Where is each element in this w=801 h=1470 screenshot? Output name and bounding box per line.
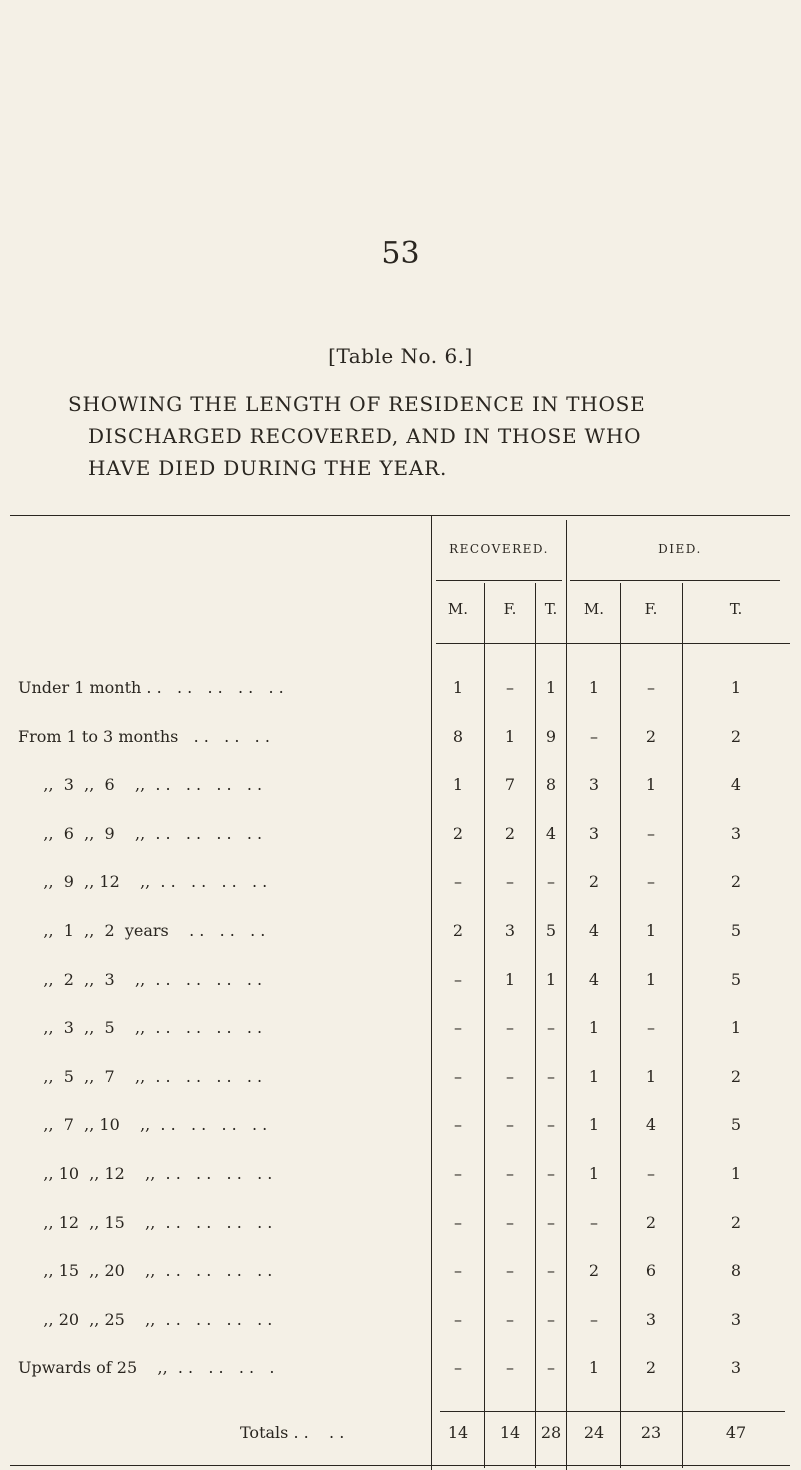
table-cell-died-f: 1 <box>645 1067 657 1086</box>
recovered-group-rule <box>436 580 562 581</box>
table-cell-recovered-f: 7 <box>504 775 516 794</box>
table-cell-died-t: 1 <box>730 1164 742 1183</box>
table-cell-died-f: – <box>647 1018 655 1037</box>
table-cell-died-m: 1 <box>588 678 600 697</box>
table-cell-died-t: 4 <box>730 775 742 794</box>
subheader-died-f: F. <box>644 600 658 618</box>
row-label: From 1 to 3 months . . . . . . <box>18 727 270 746</box>
table-cell-died-f: 4 <box>645 1115 657 1134</box>
row-label: ,, 10 ,, 12 ,, . . . . . . . . <box>18 1164 273 1183</box>
table-cell-recovered-f: – <box>506 872 514 891</box>
row-label: Under 1 month . . . . . . . . . . <box>18 678 284 697</box>
table-cell-recovered-t: 1 <box>545 678 557 697</box>
table-cell-died-f: 2 <box>645 1213 657 1232</box>
table-cell-recovered-f: – <box>506 1213 514 1232</box>
table-cell-died-f: 1 <box>645 970 657 989</box>
table-cell-recovered-f: – <box>506 1261 514 1280</box>
table-cell-died-m: 1 <box>588 1115 600 1134</box>
table-cell-died-t: 2 <box>730 727 742 746</box>
totals-cell-recovered-m: 14 <box>447 1423 469 1442</box>
table-cell-recovered-m: – <box>454 872 462 891</box>
table-cell-died-m: 2 <box>588 872 600 891</box>
table-cell-died-f: 1 <box>645 921 657 940</box>
table-bottom-rule <box>10 1465 790 1466</box>
table-cell-recovered-f: – <box>506 1018 514 1037</box>
table-cell-recovered-t: – <box>547 1018 555 1037</box>
subheader-died-t: T. <box>729 600 743 618</box>
table-cell-recovered-t: 1 <box>545 970 557 989</box>
table-cell-recovered-m: – <box>454 1164 462 1183</box>
table-cell-recovered-m: – <box>454 1067 462 1086</box>
row-label: ,, 15 ,, 20 ,, . . . . . . . . <box>18 1261 273 1280</box>
row-label: Upwards of 25 ,, . . . . . . . <box>18 1358 275 1377</box>
table-cell-died-t: 3 <box>730 1310 742 1329</box>
table-cell-died-f: 2 <box>645 1358 657 1377</box>
table-cell-recovered-f: 1 <box>504 727 516 746</box>
table-cell-recovered-t: – <box>547 1358 555 1377</box>
table-cell-died-m: – <box>590 1213 598 1232</box>
totals-cell-died-m: 24 <box>583 1423 605 1442</box>
table-cell-died-f: 6 <box>645 1261 657 1280</box>
table-cell-died-t: 3 <box>730 824 742 843</box>
subheader-recovered-t: T. <box>544 600 558 618</box>
subheader-rule <box>436 643 790 644</box>
totals-cell-recovered-f: 14 <box>499 1423 521 1442</box>
row-label: ,, 12 ,, 15 ,, . . . . . . . . <box>18 1213 273 1232</box>
subheader-recovered-f: F. <box>503 600 517 618</box>
row-label: ,, 1 ,, 2 years . . . . . . <box>18 921 266 940</box>
table-cell-recovered-m: – <box>454 1261 462 1280</box>
table-cell-died-f: 3 <box>645 1310 657 1329</box>
table-cell-died-f: – <box>647 824 655 843</box>
totals-top-rule <box>440 1411 785 1412</box>
died-group-rule <box>570 580 780 581</box>
table-cell-died-m: 4 <box>588 970 600 989</box>
table-cell-died-m: 1 <box>588 1164 600 1183</box>
table-cell-died-t: 2 <box>730 872 742 891</box>
table-caption: [Table No. 6.] <box>328 344 473 368</box>
table-cell-recovered-m: 1 <box>452 678 464 697</box>
row-label: ,, 3 ,, 6 ,, . . . . . . . . <box>18 775 263 794</box>
table-cell-died-t: 2 <box>730 1067 742 1086</box>
row-label: ,, 2 ,, 3 ,, . . . . . . . . <box>18 970 263 989</box>
totals-label: Totals . . . . <box>240 1423 345 1442</box>
table-cell-died-f: – <box>647 678 655 697</box>
table-cell-died-t: 3 <box>730 1358 742 1377</box>
table-cell-recovered-f: – <box>506 678 514 697</box>
totals-cell-recovered-t: 28 <box>540 1423 562 1442</box>
table-cell-died-m: 3 <box>588 824 600 843</box>
table-cell-recovered-t: – <box>547 1067 555 1086</box>
row-label: ,, 9 ,, 12 ,, . . . . . . . . <box>18 872 268 891</box>
table-cell-recovered-m: – <box>454 970 462 989</box>
table-cell-died-t: 2 <box>730 1213 742 1232</box>
table-cell-recovered-t: – <box>547 872 555 891</box>
table-cell-died-t: 5 <box>730 1115 742 1134</box>
table-cell-recovered-t: – <box>547 1213 555 1232</box>
table-cell-recovered-f: 2 <box>504 824 516 843</box>
col-rule-5 <box>620 583 621 1468</box>
table-cell-died-m: – <box>590 727 598 746</box>
table-cell-recovered-t: – <box>547 1310 555 1329</box>
heading-line-2: DISCHARGED RECOVERED, AND IN THOSE WHO <box>88 424 642 448</box>
table-cell-died-t: 5 <box>730 970 742 989</box>
row-label: ,, 3 ,, 5 ,, . . . . . . . . <box>18 1018 263 1037</box>
table-cell-recovered-m: – <box>454 1018 462 1037</box>
table-cell-recovered-f: – <box>506 1358 514 1377</box>
subheader-recovered-m: M. <box>447 600 469 618</box>
table-cell-died-t: 5 <box>730 921 742 940</box>
subheader-died-m: M. <box>583 600 605 618</box>
table-cell-died-m: 1 <box>588 1067 600 1086</box>
table-cell-died-m: 3 <box>588 775 600 794</box>
col-rule-2 <box>484 583 485 1468</box>
table-cell-recovered-m: – <box>454 1358 462 1377</box>
table-cell-recovered-t: – <box>547 1164 555 1183</box>
totals-cell-died-f: 23 <box>640 1423 662 1442</box>
table-cell-died-m: 1 <box>588 1018 600 1037</box>
table-cell-recovered-m: 1 <box>452 775 464 794</box>
table-cell-recovered-t: 8 <box>545 775 557 794</box>
row-label: ,, 20 ,, 25 ,, . . . . . . . . <box>18 1310 273 1329</box>
table-cell-recovered-m: – <box>454 1213 462 1232</box>
row-label: ,, 7 ,, 10 ,, . . . . . . . . <box>18 1115 268 1134</box>
table-cell-died-f: 1 <box>645 775 657 794</box>
table-cell-recovered-f: – <box>506 1115 514 1134</box>
table-cell-recovered-m: – <box>454 1115 462 1134</box>
table-cell-recovered-m: 2 <box>452 824 464 843</box>
table-cell-died-f: – <box>647 872 655 891</box>
row-label: ,, 5 ,, 7 ,, . . . . . . . . <box>18 1067 263 1086</box>
died-group-header: DIED. <box>658 542 702 556</box>
row-label: ,, 6 ,, 9 ,, . . . . . . . . <box>18 824 263 843</box>
table-cell-recovered-t: – <box>547 1115 555 1134</box>
table-cell-recovered-m: – <box>454 1310 462 1329</box>
table-cell-recovered-f: – <box>506 1310 514 1329</box>
col-rule-6 <box>682 583 683 1468</box>
table-cell-recovered-f: – <box>506 1067 514 1086</box>
table-cell-recovered-f: 3 <box>504 921 516 940</box>
heading-line-1: SHOWING THE LENGTH OF RESIDENCE IN THOSE <box>68 392 646 416</box>
table-cell-died-f: 2 <box>645 727 657 746</box>
table-cell-recovered-t: 4 <box>545 824 557 843</box>
table-cell-died-f: – <box>647 1164 655 1183</box>
table-cell-died-t: 8 <box>730 1261 742 1280</box>
table-cell-died-t: 1 <box>730 1018 742 1037</box>
table-cell-recovered-m: 8 <box>452 727 464 746</box>
table-cell-recovered-m: 2 <box>452 921 464 940</box>
table-cell-recovered-t: 5 <box>545 921 557 940</box>
table-cell-died-m: 4 <box>588 921 600 940</box>
table-cell-recovered-t: 9 <box>545 727 557 746</box>
table-cell-died-m: 1 <box>588 1358 600 1377</box>
table-cell-died-m: – <box>590 1310 598 1329</box>
recovered-group-header: RECOVERED. <box>449 542 549 556</box>
table-cell-recovered-f: – <box>506 1164 514 1183</box>
table-top-rule <box>10 515 790 516</box>
table-cell-recovered-t: – <box>547 1261 555 1280</box>
page-number: 53 <box>381 236 420 271</box>
table-cell-died-t: 1 <box>730 678 742 697</box>
table-cell-died-m: 2 <box>588 1261 600 1280</box>
heading-line-3: HAVE DIED DURING THE YEAR. <box>88 456 448 480</box>
col-rule-1 <box>431 515 432 1470</box>
table-cell-recovered-f: 1 <box>504 970 516 989</box>
totals-cell-died-t: 47 <box>725 1423 747 1442</box>
